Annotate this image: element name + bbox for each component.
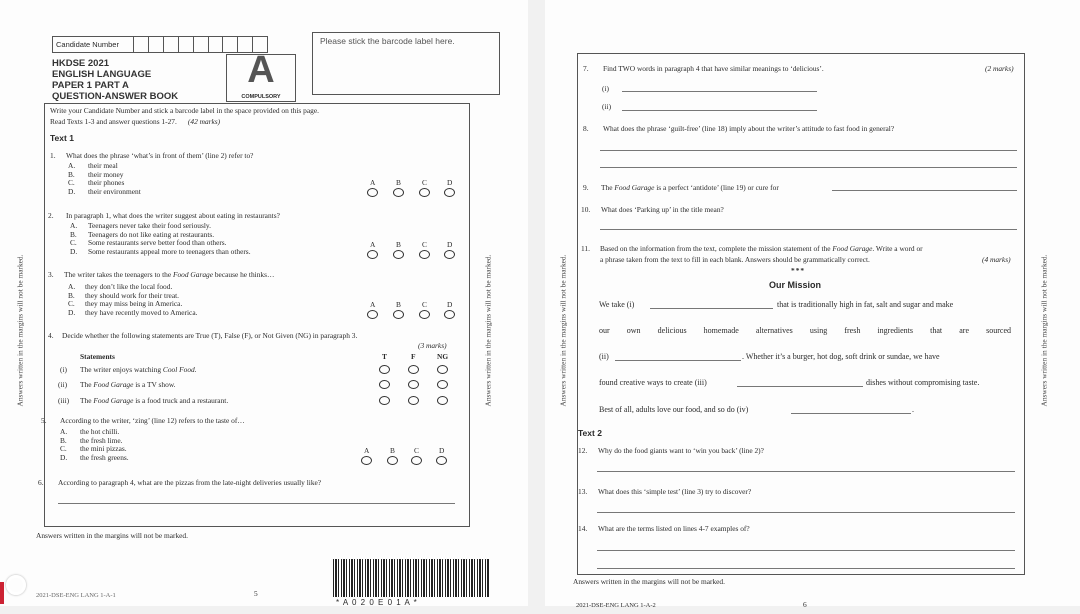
- answer-line[interactable]: [622, 91, 817, 92]
- answer-bubble-c[interactable]: [419, 250, 430, 259]
- barcode-label-text: Please stick the barcode label here.: [320, 36, 455, 46]
- answer-bubble-d[interactable]: [444, 188, 455, 197]
- barcode: [333, 559, 490, 597]
- question-number: 2.: [48, 211, 54, 220]
- statements-header: Statements: [80, 352, 115, 361]
- answer-bubble-a[interactable]: [367, 310, 378, 319]
- answer-bubble-t[interactable]: [379, 380, 390, 389]
- footer-code: 2021-DSE-ENG LANG 1-A-2: [576, 602, 656, 609]
- header-line: QUESTION-ANSWER BOOK: [52, 91, 179, 102]
- answer-bubble-f[interactable]: [408, 365, 419, 374]
- answer-bubble-b[interactable]: [393, 188, 404, 197]
- mission-text: .: [912, 405, 914, 414]
- answer-line[interactable]: [622, 110, 817, 111]
- question-text: What does ‘Parking up’ in the title mean?: [601, 205, 724, 214]
- mission-text: our own delicious homemade alternatives using fresh ingredients that are sourced: [599, 326, 1011, 335]
- mission-text: dishes without compromising taste.: [866, 378, 980, 387]
- options: A. B. C. D.: [68, 161, 76, 196]
- question-text: a phrase taken from the text to fill in each blank. Answers should be grammatically correct.: [600, 255, 870, 264]
- options: A. B. C. D.: [60, 427, 68, 462]
- question-text: Decide whether the following statements are True (T), False (F), or Not Given (NG) in paragraph 3.: [62, 331, 358, 340]
- answer-bubble-ng[interactable]: [437, 396, 448, 405]
- question-text: Find TWO words in paragraph 4 that have similar meanings to ‘delicious’.: [603, 64, 824, 73]
- barcode-text: * A 0 2 0 E 0 1 A *: [336, 598, 418, 607]
- mission-text: (ii): [599, 352, 609, 361]
- instructions: Write your Candidate Number and stick a barcode label in the space provided on this page.: [50, 106, 319, 115]
- mission-text: We take (i): [599, 300, 635, 309]
- part-note: COMPULSORY: [241, 94, 281, 100]
- margin-note: Answers written in the margins will not be marked.: [36, 531, 188, 540]
- column-false: F: [411, 352, 416, 361]
- margin-note: Answers written in the margins will not be marked.: [573, 577, 725, 586]
- question-text: The Food Garage is a perfect ‘antidote’ (line 19) or cure for: [601, 183, 779, 192]
- answer-line[interactable]: [597, 512, 1015, 513]
- question-number: 10.: [581, 205, 591, 214]
- blank-iii[interactable]: [737, 386, 863, 387]
- text-heading: Text 2: [578, 428, 602, 438]
- header-line: HKDSE 2021: [52, 58, 110, 69]
- answer-bubble-a[interactable]: [361, 456, 372, 465]
- answer-bubble-d[interactable]: [444, 250, 455, 259]
- answer-line[interactable]: [597, 568, 1015, 569]
- answer-label: (i): [602, 84, 609, 93]
- question-text: What does the phrase ‘guilt-free’ (line 18) imply about the writer’s attitude to fast food in general?: [603, 124, 895, 133]
- mission-text: found creative ways to create (iii): [599, 378, 707, 387]
- instructions-marks: (42 marks): [187, 117, 221, 126]
- answer-bubble-a[interactable]: [367, 188, 378, 197]
- answer-bubble-c[interactable]: [419, 188, 430, 197]
- question-text: According to the writer, ‘zing’ (line 12) refers to the taste of…: [60, 416, 245, 425]
- question-text: In paragraph 1, what does the writer suggest about eating in restaurants?: [66, 211, 280, 220]
- answer-line[interactable]: [832, 190, 1017, 191]
- question-number: 11.: [581, 244, 590, 253]
- answer-bubble-f[interactable]: [408, 380, 419, 389]
- question-number: 5.: [41, 416, 47, 425]
- answer-bubble-c[interactable]: [411, 456, 422, 465]
- question-number: 7.: [583, 64, 589, 73]
- column-not-given: NG: [437, 352, 449, 361]
- answer-bubble-b[interactable]: [393, 310, 404, 319]
- mission-text: that is traditionally high in fat, salt and sugar and make: [777, 300, 954, 309]
- page-number: 6: [803, 600, 807, 609]
- answer-line[interactable]: [600, 167, 1017, 168]
- option-list: they don’t like the local food. they should work for their treat. they may miss being in America. they have recently moved to America.: [85, 282, 198, 317]
- answer-line[interactable]: [58, 503, 455, 504]
- paper-header: [52, 58, 178, 102]
- header-line: PAPER 1 PART A: [52, 80, 129, 91]
- question-text: Why do the food giants want to ‘win you back’ (line 2)?: [598, 446, 764, 455]
- barcode-label-area: [312, 32, 500, 95]
- question-number: 8.: [583, 124, 589, 133]
- answer-bubble-b[interactable]: [393, 250, 404, 259]
- answer-bubble-t[interactable]: [379, 365, 390, 374]
- question-number: 4.: [48, 331, 54, 340]
- question-number: 14.: [578, 524, 588, 533]
- question-marks: (3 marks): [418, 341, 447, 350]
- blank-i[interactable]: [650, 308, 773, 309]
- margin-note-vertical: Answers written in the margins will not be marked.: [1039, 254, 1049, 407]
- watermark-icon: [6, 575, 26, 595]
- answer-label: (ii): [602, 102, 612, 111]
- answer-line[interactable]: [597, 471, 1015, 472]
- watermark-logo: [6, 575, 146, 603]
- answer-line[interactable]: [597, 550, 1015, 551]
- candidate-number-label: Candidate Number: [56, 40, 119, 49]
- mission-title: Our Mission: [769, 280, 822, 290]
- separator-stars: ***: [791, 266, 806, 275]
- answer-line[interactable]: [600, 150, 1017, 151]
- answer-bubble-t[interactable]: [379, 396, 390, 405]
- answer-bubble-b[interactable]: [387, 456, 398, 465]
- page-left: Candidate Number Please stick the barcode label here. HKDSE 2021 ENGLISH LANGUAGE PAPER 1 PART A QUESTION-ANSWER BOOK A COMPULSORY Write your Candidate Number and stick a barcode label in the space provided on this page. Read Texts 1-3 and answer questions 1-27. (42 marks) Text 1 1. What does the phrase ‘what’s in front of them’ (line 2) refer to? A. B. C. D. their meal their money their phones their environment A B C D 2. In paragraph 1, what does the writer suggest about eating in restaurants? A. B. C. D. Teenagers never take their food seriously. Teenagers do not like eating at restaurants. Some restaurants serve better food than others. Some restaurants appeal more to teenagers than others. A B C D 3. The writer takes the teenagers to the Food Garage because he thinks… A. B. C. D. they don’t like the local food. they should work for their treat. they may miss being in America. they have recently moved to America. A B C D 4. Decide whether the following statements are True (T), False (F), or Not Given (NG) in paragraph 3. (3 marks) Statements T F NG (i) The writer enjoys watching Cool Food. (ii) The Food Garage is a TV show. (iii) The Food Garage is a food truck and a restaurant. 5. According to the writer, ‘zing’ (line 12) refers to the taste of… A. B. C. D. the hot chilli. the fresh lime. the mini pizzas. the fresh greens. A B C D 6. According to paragraph 4, what are the pizzas from the late-night deliveries usually like? Answers written in the margins will not be marked. Answers written in the margins will not be marked. Answers written in the margins will not be marked. 2021-DSE-ENG LANG 1-A-1 5 * A 0 2 0 E 0 1 A *: [0, 0, 528, 606]
- question-text: What are the terms listed on lines 4-7 examples of?: [598, 524, 750, 533]
- question-number: 12.: [578, 446, 588, 455]
- text-heading: Text 1: [50, 133, 74, 143]
- question-text: The writer takes the teenagers to the Food Garage because he thinks…: [64, 270, 275, 279]
- answer-bubble-d[interactable]: [436, 456, 447, 465]
- footer-code: 2021-DSE-ENG LANG 1-A-1: [36, 592, 116, 599]
- margin-note-vertical: Answers written in the margins will not be marked.: [558, 254, 568, 407]
- column-true: T: [382, 352, 387, 361]
- part-a-box: [226, 49, 296, 102]
- answer-bubble-a[interactable]: [367, 250, 378, 259]
- answer-bubble-d[interactable]: [444, 310, 455, 319]
- question-number: 13.: [578, 487, 588, 496]
- mission-text: . Whether it’s a burger, hot dog, soft drink or sundae, we have: [742, 352, 940, 361]
- question-number: 3.: [48, 270, 54, 279]
- question-text: According to paragraph 4, what are the pizzas from the late-night deliveries usually like?: [58, 478, 322, 487]
- question-marks: (2 marks): [985, 64, 1014, 73]
- question-number: 9.: [583, 183, 589, 192]
- options: A. B. C. D.: [68, 282, 76, 317]
- header-line: ENGLISH LANGUAGE: [52, 69, 152, 80]
- question-text: What does the phrase ‘what’s in front of them’ (line 2) refer to?: [66, 151, 254, 160]
- margin-note-vertical: Answers written in the margins will not be marked.: [483, 254, 493, 407]
- question-text: Based on the information from the text, complete the mission statement of the Food Garage. Write a word or: [600, 244, 923, 253]
- answer-line[interactable]: [600, 229, 1017, 230]
- question-marks: (4 marks): [982, 255, 1011, 264]
- option-list: Teenagers never take their food seriously. Teenagers do not like eating at restaurants. Some restaurants serve better food than others. Some restaurants appeal more to teenagers than others.: [88, 221, 251, 256]
- answer-bubble-f[interactable]: [408, 396, 419, 405]
- blank-ii[interactable]: [615, 360, 741, 361]
- answer-bubble-c[interactable]: [419, 310, 430, 319]
- options: A. B. C. D.: [70, 221, 78, 256]
- question-number: 6.: [38, 478, 44, 487]
- question-number: 1.: [50, 151, 56, 160]
- watermark-accent: [0, 582, 4, 604]
- blank-iv[interactable]: [791, 413, 911, 414]
- part-letter: A: [247, 49, 275, 91]
- option-list: the hot chilli. the fresh lime. the mini pizzas. the fresh greens.: [80, 427, 129, 462]
- instructions: [50, 117, 220, 126]
- margin-note-vertical: Answers written in the margins will not be marked.: [15, 254, 25, 407]
- question-text: What does this ‘simple test’ (line 3) try to discover?: [598, 487, 752, 496]
- page-number: 5: [254, 589, 258, 598]
- instructions-text: Read Texts 1-3 and answer questions 1-27.: [50, 117, 177, 126]
- mission-text: Best of all, adults love our food, and so do (iv): [599, 405, 749, 414]
- answer-bubble-ng[interactable]: [437, 380, 448, 389]
- answer-bubble-ng[interactable]: [437, 365, 448, 374]
- option-list: their meal their money their phones their environment: [88, 161, 141, 196]
